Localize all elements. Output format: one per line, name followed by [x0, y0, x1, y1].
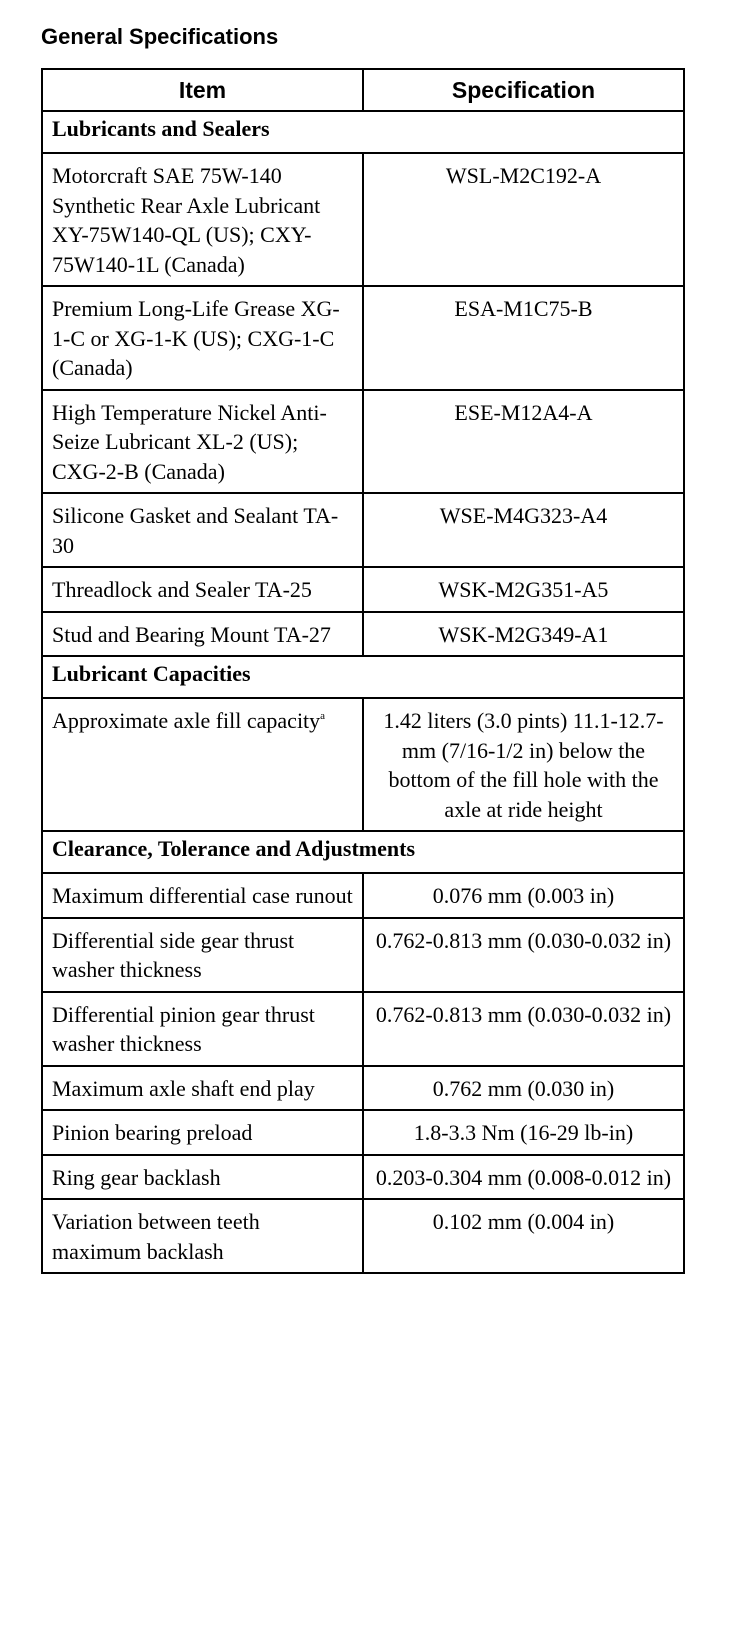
table-row: [42, 612, 684, 657]
spec-cell: 0.076 mm (0.003 in): [363, 873, 684, 918]
footnote-marker: a: [320, 710, 326, 722]
spec-cell: WSK-M2G349-A1: [363, 612, 684, 657]
spec-cell: 0.762 mm (0.030 in): [363, 1066, 684, 1111]
item-cell: Premium Long-Life Grease XG-1-C or XG-1-K (US); CXG-1-C (Canada): [42, 286, 363, 390]
table-row: [42, 1155, 684, 1200]
item-cell: Variation between teeth maximum backlash: [42, 1199, 363, 1273]
table-row: [42, 567, 684, 612]
item-cell: Differential side gear thrust washer thickness: [42, 918, 363, 992]
section-row: [42, 656, 684, 698]
spec-cell: WSK-M2G351-A5: [363, 567, 684, 612]
spec-cell: 0.762-0.813 mm (0.030-0.032 in): [363, 992, 684, 1066]
table-row: [42, 1066, 684, 1111]
section-label-clearance-tolerance-adjustments: Clearance, Tolerance and Adjustments: [42, 831, 684, 873]
table-row: [42, 918, 684, 992]
table-row: [42, 286, 684, 390]
item-cell: Maximum differential case runout: [42, 873, 363, 918]
spec-cell: WSL-M2C192-A: [363, 153, 684, 286]
item-cell: Pinion bearing preload: [42, 1110, 363, 1155]
item-text: Approximate axle fill capacity: [52, 708, 321, 733]
item-cell: Maximum axle shaft end play: [42, 1066, 363, 1111]
item-cell: [42, 698, 363, 831]
table-row: [42, 873, 684, 918]
column-header-item: Item: [42, 69, 363, 111]
page-title: General Specifications: [41, 24, 279, 49]
spec-cell: 0.203-0.304 mm (0.008-0.012 in): [363, 1155, 684, 1200]
table-row: [42, 1199, 684, 1273]
section-label-lubricant-capacities: Lubricant Capacities: [42, 656, 684, 698]
spec-cell: 0.762-0.813 mm (0.030-0.032 in): [363, 918, 684, 992]
specifications-table: [41, 68, 685, 1274]
section-label-lubricants-and-sealers: Lubricants and Sealers: [42, 111, 684, 153]
table-row: [42, 698, 684, 831]
table-row: [42, 1110, 684, 1155]
item-cell: Silicone Gasket and Sealant TA-30: [42, 493, 363, 567]
item-cell: Motorcraft SAE 75W-140 Synthetic Rear Axle Lubricant XY-75W140-QL (US); CXY-75W140-1L (Canada): [42, 153, 363, 286]
spec-cell: 1.42 liters (3.0 pints) 11.1-12.7-mm (7/16-1/2 in) below the bottom of the fill hole with the axle at ride height: [363, 698, 684, 831]
spec-cell: ESE-M12A4-A: [363, 390, 684, 494]
item-cell: Differential pinion gear thrust washer thickness: [42, 992, 363, 1066]
spec-cell: WSE-M4G323-A4: [363, 493, 684, 567]
spec-cell: ESA-M1C75-B: [363, 286, 684, 390]
item-cell: High Temperature Nickel Anti-Seize Lubricant XL-2 (US); CXG-2-B (Canada): [42, 390, 363, 494]
table-row: [42, 153, 684, 286]
item-cell: Threadlock and Sealer TA-25: [42, 567, 363, 612]
table-header-row: [42, 69, 684, 111]
section-row: [42, 111, 684, 153]
section-row: [42, 831, 684, 873]
table-row: [42, 992, 684, 1066]
item-cell: Ring gear backlash: [42, 1155, 363, 1200]
item-cell: Stud and Bearing Mount TA-27: [42, 612, 363, 657]
spec-cell: 0.102 mm (0.004 in): [363, 1199, 684, 1273]
table-row: [42, 390, 684, 494]
table-row: [42, 493, 684, 567]
spec-cell: 1.8-3.3 Nm (16-29 lb-in): [363, 1110, 684, 1155]
column-header-specification: Specification: [363, 69, 684, 111]
